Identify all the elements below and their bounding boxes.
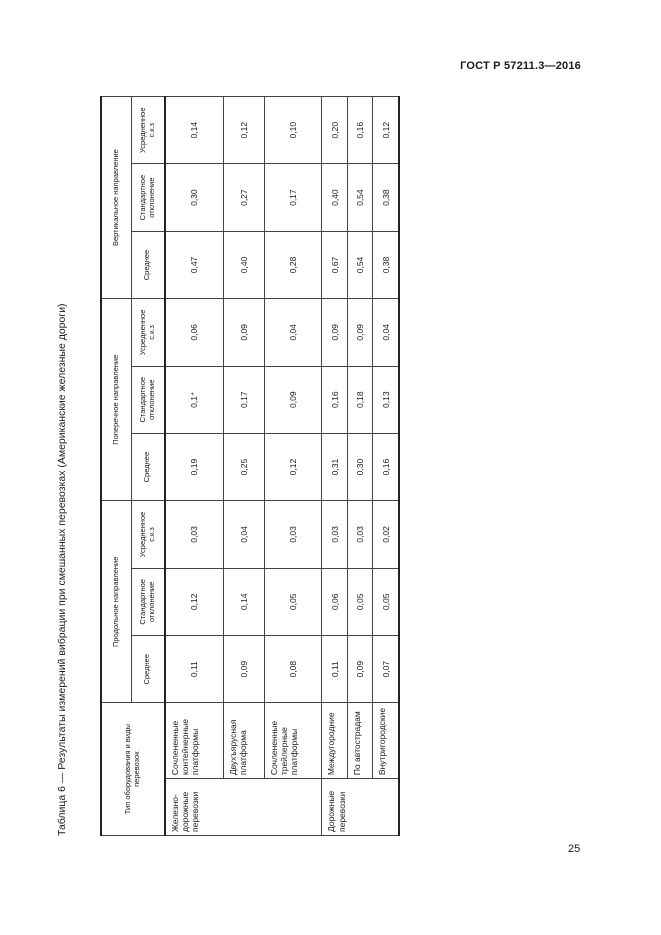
category-rail: Железно-дорожные перевозки — [165, 779, 322, 836]
table-caption: Таблица 6 — Результаты измерений вибрации при смешанных перевозках (Американские железные дороги) — [56, 303, 68, 836]
value-cell: 0,03 — [322, 501, 347, 568]
value-cell: 0,38 — [373, 164, 399, 231]
value-cell: 0,09 — [347, 299, 372, 366]
value-cell: 0,16 — [322, 366, 347, 433]
value-cell: 0,06 — [165, 299, 223, 366]
value-cell: 0,17 — [223, 366, 264, 433]
value-cell: 0,09 — [223, 299, 264, 366]
value-cell: 0,08 — [265, 636, 322, 703]
value-cell: 0,47 — [165, 231, 223, 298]
subcol-rms: Усредненное с.к.з — [131, 97, 165, 164]
document-code: ГОСТ Р 57211.3—2016 — [460, 60, 581, 72]
table-row — [165, 97, 223, 836]
value-cell: 0,09 — [265, 366, 322, 433]
vibration-table-rotated — [100, 96, 400, 836]
subcol-mean: Среднее — [131, 433, 165, 500]
value-cell: 0,14 — [165, 97, 223, 164]
value-cell: 0,04 — [373, 299, 399, 366]
value-cell: 0,67 — [322, 231, 347, 298]
value-cell: 0,12 — [265, 433, 322, 500]
row-label: Двухъярусная платформа — [223, 703, 264, 779]
value-cell: 0,38 — [373, 231, 399, 298]
subcol-rms: Усредненное с.к.з — [131, 299, 165, 366]
subcol-std: Стандартное отклонение — [131, 164, 165, 231]
value-cell: 0,40 — [223, 231, 264, 298]
value-cell: 0,14 — [223, 568, 264, 635]
row-label: Сочлененные контейнерные платформы — [165, 703, 223, 779]
value-cell: 0,17 — [265, 164, 322, 231]
value-cell: 0,03 — [265, 501, 322, 568]
value-cell: 0,09 — [223, 636, 264, 703]
value-cell: 0,12 — [223, 97, 264, 164]
subcol-mean: Среднее — [131, 231, 165, 298]
value-cell: 0,11 — [165, 636, 223, 703]
value-cell: 0,1⁺ — [165, 366, 223, 433]
value-cell: 0,54 — [347, 164, 372, 231]
value-cell: 0,09 — [347, 636, 372, 703]
value-cell: 0,16 — [347, 97, 372, 164]
value-cell: 0,09 — [322, 299, 347, 366]
value-cell: 0,40 — [322, 164, 347, 231]
table-row — [347, 97, 372, 836]
value-cell: 0,05 — [347, 568, 372, 635]
value-cell: 0,10 — [265, 97, 322, 164]
value-cell: 0,03 — [347, 501, 372, 568]
col-header-type: Тип оборудования и виды перевозок — [101, 703, 165, 836]
value-cell: 0,27 — [223, 164, 264, 231]
row-label: Сочлененные трейлерные платформы — [265, 703, 322, 779]
value-cell: 0,31 — [322, 433, 347, 500]
value-cell: 0,04 — [265, 299, 322, 366]
subcol-std: Стандартное отклонение — [131, 366, 165, 433]
group-header-transverse: Поперечное направление — [101, 299, 131, 501]
value-cell: 0,12 — [373, 97, 399, 164]
value-cell: 0,06 — [322, 568, 347, 635]
value-cell: 0,03 — [165, 501, 223, 568]
value-cell: 0,07 — [373, 636, 399, 703]
value-cell: 0,11 — [322, 636, 347, 703]
vibration-table — [100, 96, 400, 836]
category-road: Дорожные перевозки — [322, 779, 399, 836]
value-cell: 0,54 — [347, 231, 372, 298]
value-cell: 0,13 — [373, 366, 399, 433]
table-row — [265, 97, 322, 836]
row-label: По автострадам — [347, 703, 372, 779]
value-cell: 0,25 — [223, 433, 264, 500]
value-cell: 0,05 — [265, 568, 322, 635]
value-cell: 0,28 — [265, 231, 322, 298]
value-cell: 0,05 — [373, 568, 399, 635]
row-label: Междугородние — [322, 703, 347, 779]
value-cell: 0,20 — [322, 97, 347, 164]
value-cell: 0,18 — [347, 366, 372, 433]
subcol-std: Стандартное отклонение — [131, 568, 165, 635]
subcol-mean: Среднее — [131, 636, 165, 703]
table-row — [373, 97, 399, 836]
value-cell: 0,02 — [373, 501, 399, 568]
value-cell: 0,12 — [165, 568, 223, 635]
value-cell: 0,30 — [347, 433, 372, 500]
page-number: 25 — [568, 843, 581, 855]
subcol-rms: Усредненное с.к.з — [131, 501, 165, 568]
table-row — [223, 97, 264, 836]
value-cell: 0,04 — [223, 501, 264, 568]
value-cell: 0,19 — [165, 433, 223, 500]
group-header-vertical: Вертикальное направление — [101, 97, 131, 299]
group-header-longitudinal: Продольное направление — [101, 501, 131, 703]
table-row — [322, 97, 347, 836]
value-cell: 0,30 — [165, 164, 223, 231]
value-cell: 0,16 — [373, 433, 399, 500]
row-label: Внутригородские — [373, 703, 399, 779]
